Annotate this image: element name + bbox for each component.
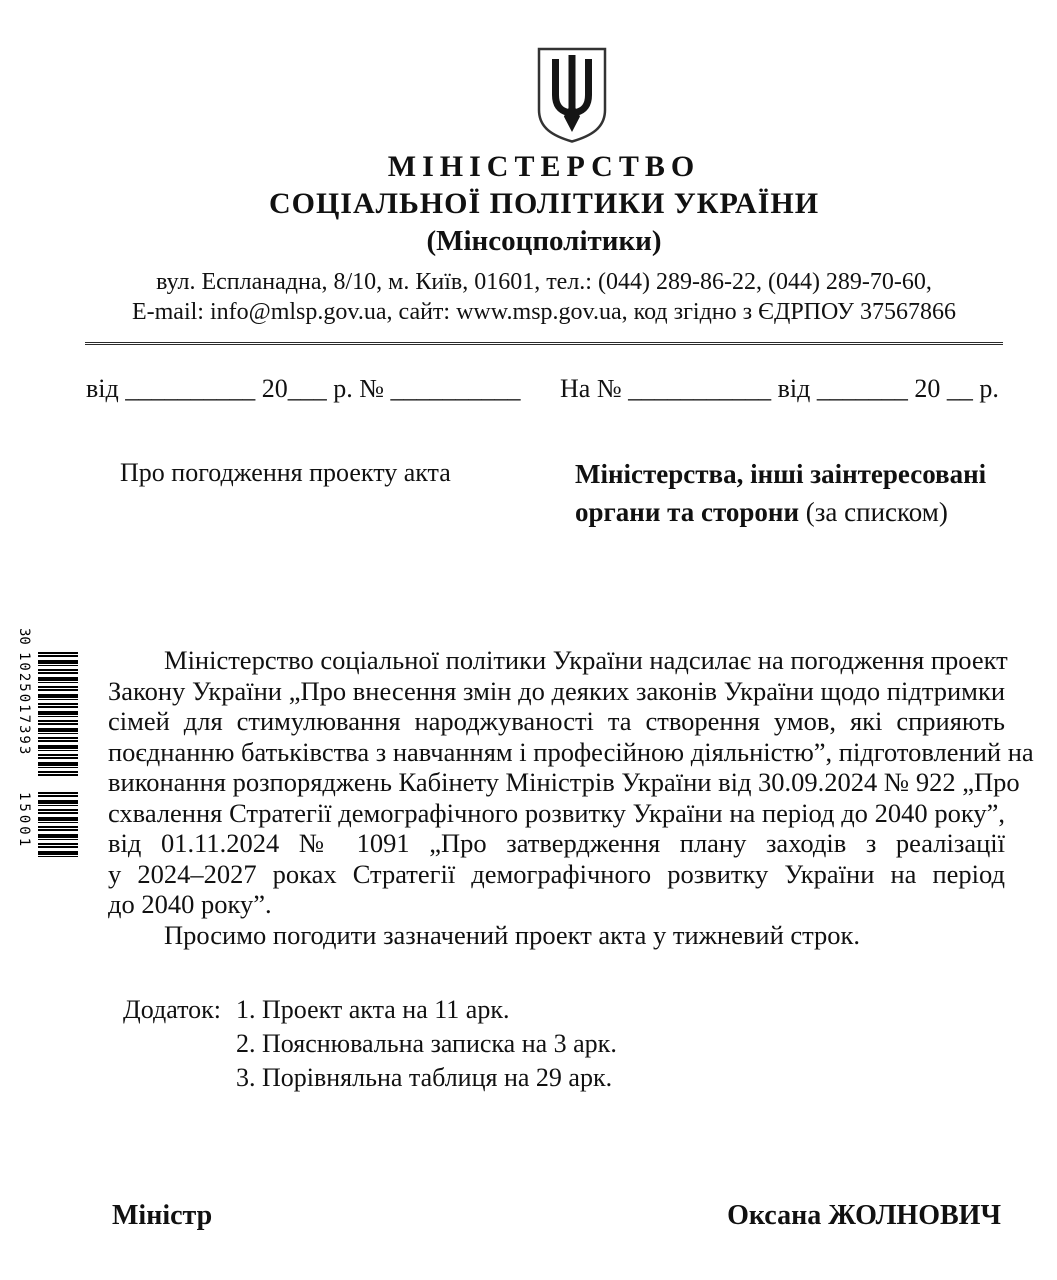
letter-subject: Про погодження проекту акта	[120, 458, 451, 487]
barcode-segment-addon	[38, 792, 78, 858]
barcode-main-digits: 1025017393	[16, 652, 32, 757]
barcode-digits	[16, 628, 38, 920]
signer-position: Міністр	[112, 1200, 213, 1231]
body-text-line: сімей для стимулювання народжуваності та створення умов, які сприяють	[108, 706, 1005, 736]
incoming-number-blank: На № ___________ від _______ 20 __ р.	[560, 374, 999, 403]
letterhead-address-line: вул. Еспланадна, 8/10, м. Київ, 01601, тел.: (044) 289-86-22, (044) 289-70-60,	[156, 269, 932, 295]
signer-name: Оксана ЖОЛНОВИЧ	[727, 1200, 1001, 1231]
body-paragraph-2: Просимо погодити зазначений проект акта у тижневий строк.	[164, 919, 861, 950]
attachment-item: 3. Порівняльна таблиця на 29 арк.	[235, 1063, 613, 1092]
ministry-name-line1: МІНІСТЕРСТВО	[387, 150, 701, 183]
attachments-list	[236, 993, 617, 1095]
ministry-name-line2: СОЦІАЛЬНОЇ ПОЛІТИКИ УКРАЇНИ	[268, 187, 820, 220]
attachment-item: 1. Проект акта на 11 арк.	[235, 995, 510, 1024]
ministry-short-name: (Мінсоцполітики)	[426, 225, 662, 257]
body-text-line: схвалення Стратегії демографічного розвитку України на період до 2040 року”,	[108, 797, 1005, 828]
emblem-wrap	[85, 46, 1003, 151]
body-text-line: у 2024–2027 роках Стратегії демографічного розвитку України на період	[108, 858, 1005, 889]
body-text-line: до 2040 року”.	[108, 889, 272, 919]
attachment-item: 2. Пояснювальна записка на 3 арк.	[235, 1029, 617, 1058]
ukraine-trident-emblem-icon	[534, 46, 610, 146]
addressee-line2: органи та сторони (за списком)	[575, 497, 948, 527]
barcode-bars	[38, 628, 78, 920]
attachments-label: Додаток:	[123, 995, 221, 1024]
document-barcode	[16, 628, 78, 920]
barcode-rotated-inner	[16, 628, 78, 920]
letterhead-contacts-line: E-mail: info@mlsp.gov.ua, сайт: www.msp.gov.ua, код згідно з ЄДРПОУ 37567866	[131, 299, 956, 325]
body-text-line: від 01.11.2024 № 1091 „Про затвердження плану заходів з реалізації	[108, 828, 1005, 858]
barcode-gap	[38, 778, 78, 792]
letterhead-divider-rule	[85, 342, 1003, 345]
body-text-line: Закону України „Про внесення змін до деяких законів України щодо підтримки	[108, 675, 1005, 706]
barcode-addon-digits: 15001	[16, 792, 32, 850]
body-paragraph-1	[108, 645, 1034, 920]
addressee-block	[575, 455, 1007, 531]
barcode-segment-main	[38, 652, 78, 778]
body-text-line: поєднанню батьківства з навчанням і професійною діяльністю”, підготовлений на	[108, 736, 1034, 767]
outgoing-number-blank: від __________ 20___ р. № __________	[86, 374, 521, 403]
addressee-line1: Міністерства, інші заінтересовані	[575, 459, 987, 489]
attachments-block	[123, 993, 617, 1095]
body-text-line: виконання розпоряджень Кабінету Міністрів України від 30.09.2024 № 922 „Про	[108, 767, 1020, 797]
barcode-prefix-digits: 30	[16, 628, 32, 645]
body-text-line: Міністерство соціальної політики України надсилає на погодження проект	[164, 645, 1008, 675]
letter-body	[108, 645, 1034, 950]
